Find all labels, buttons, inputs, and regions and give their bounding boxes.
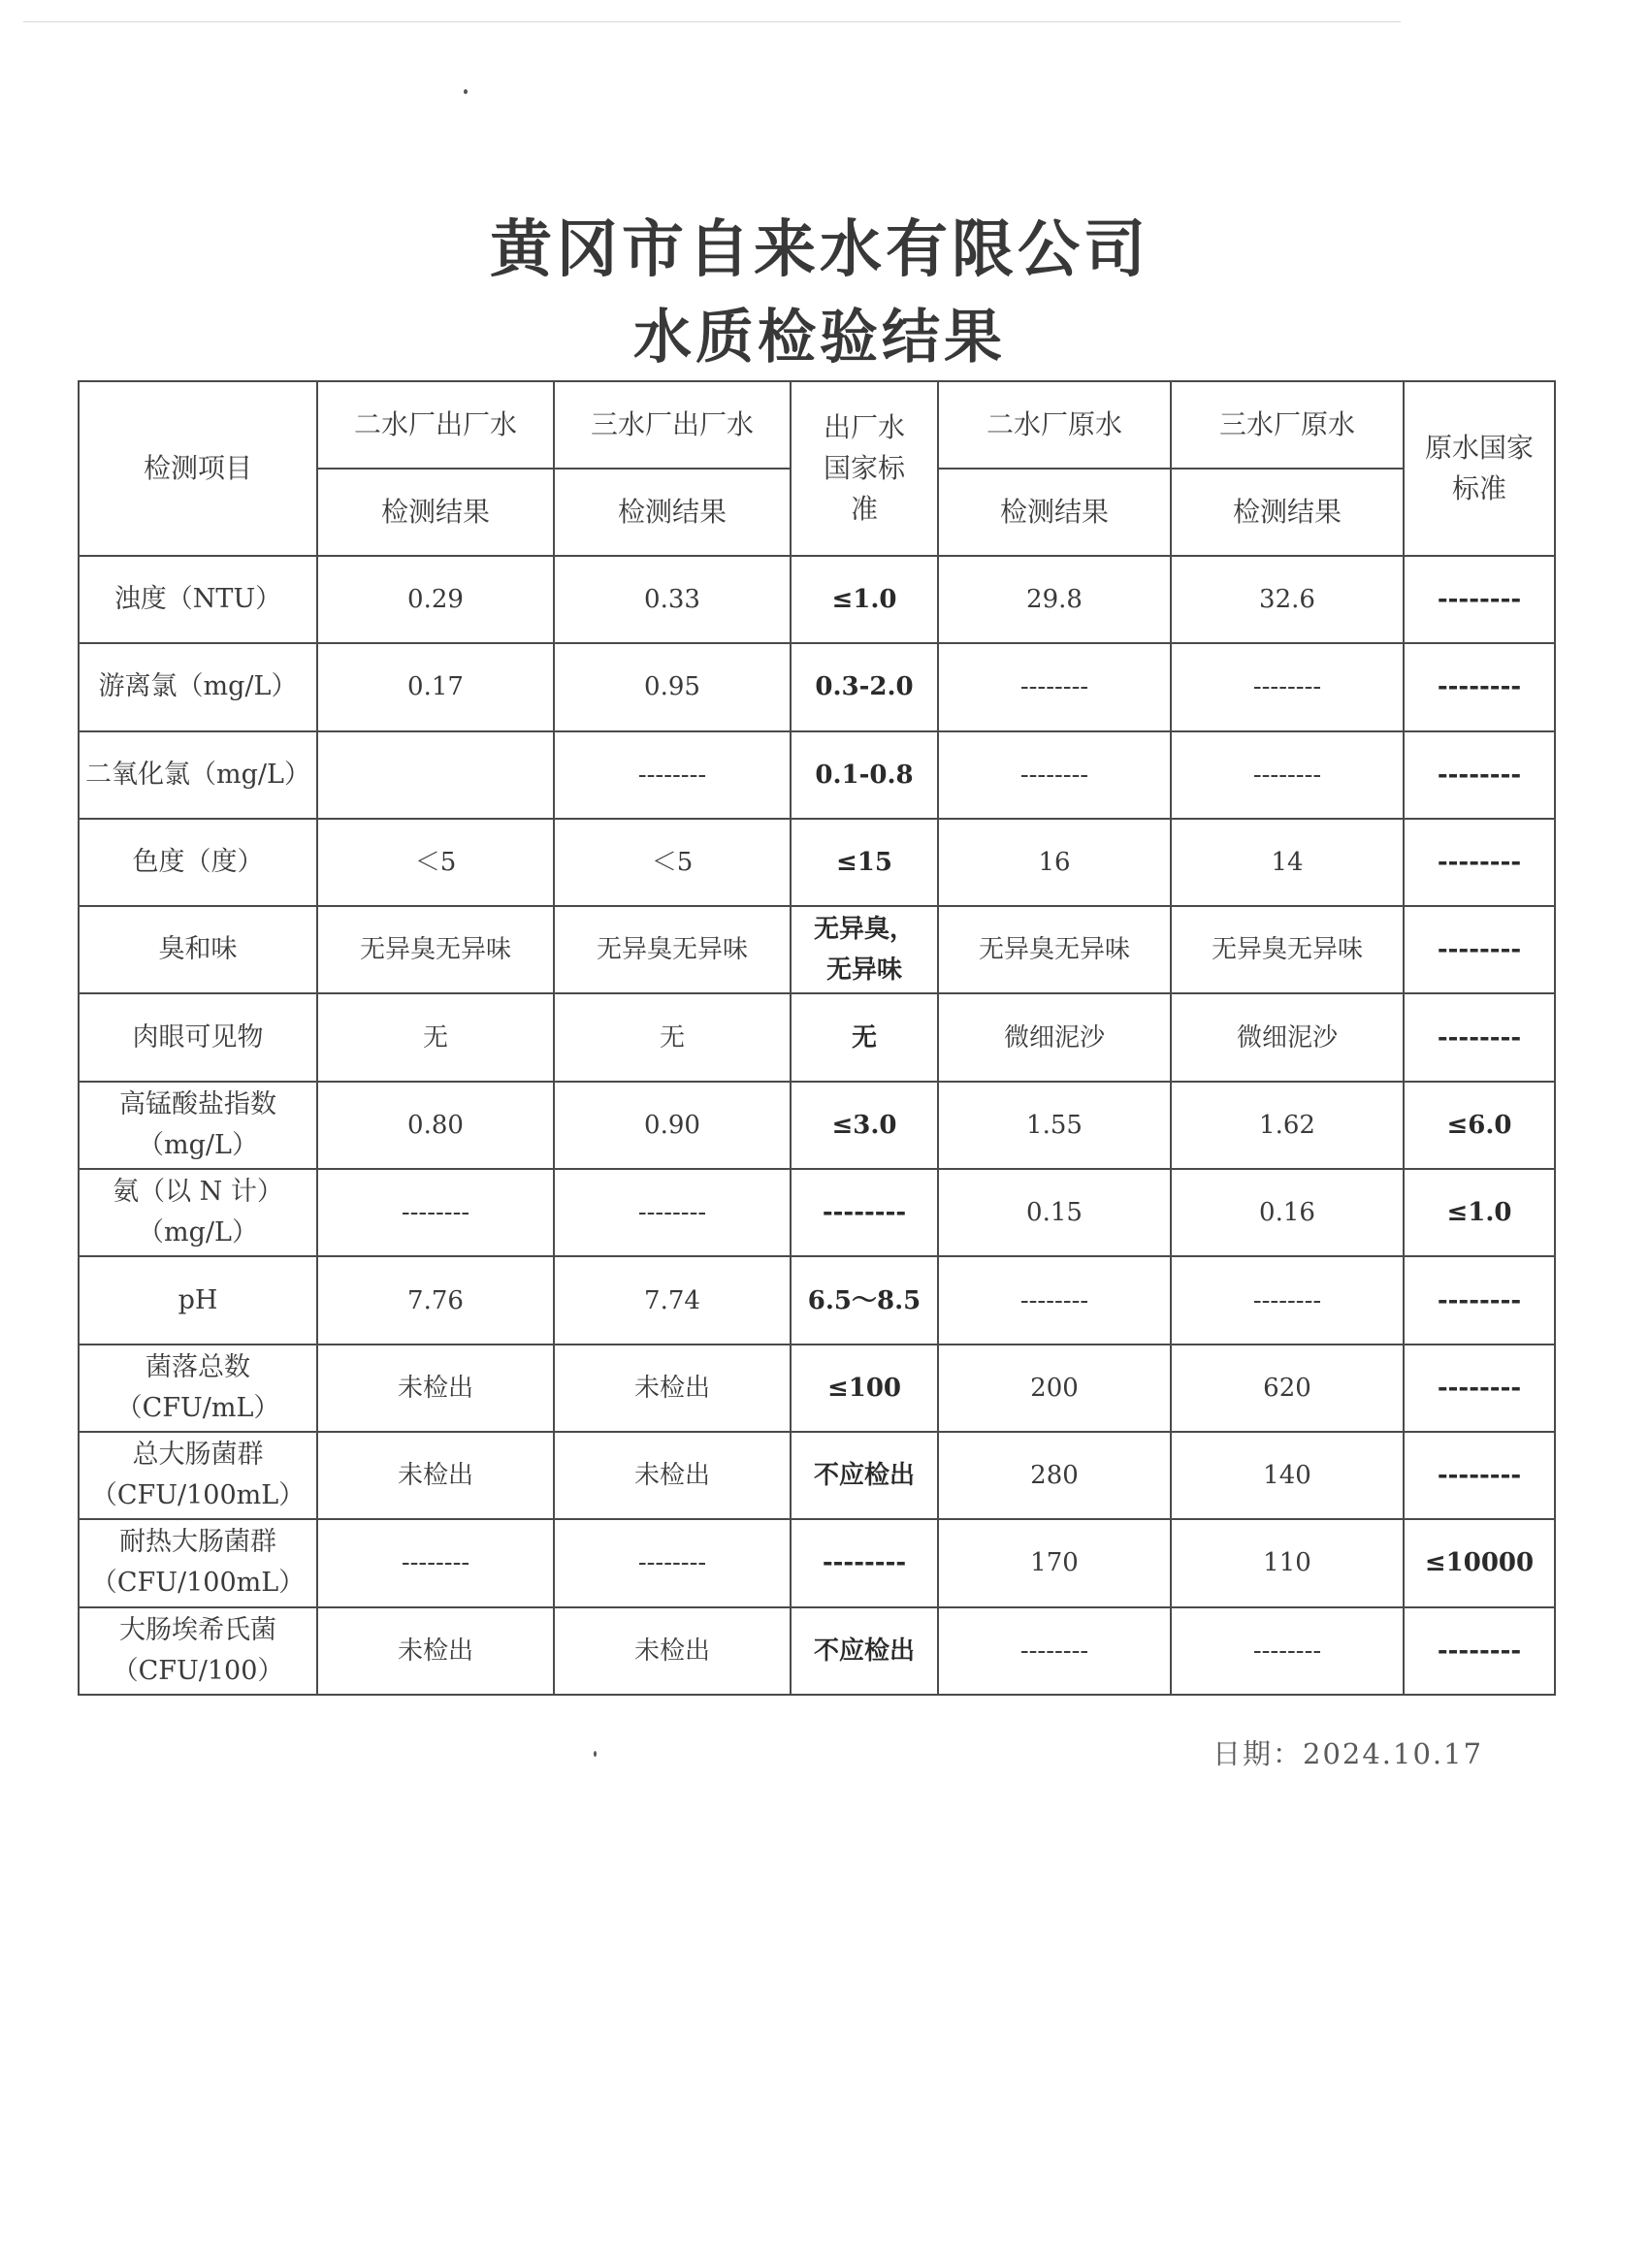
table-body [79, 556, 1555, 1695]
cell-plant2-outlet: 无 [317, 993, 554, 1081]
cell-test-item [79, 1607, 317, 1695]
cell-plant2-outlet: 7.76 [317, 1256, 554, 1344]
cell-test-item [79, 1169, 317, 1256]
cell-test-item-line: 耐热大肠菌群 [119, 1527, 276, 1558]
water-quality-table [78, 380, 1556, 1696]
cell-plant3-outlet: 未检出 [554, 1607, 791, 1695]
cell-test-item [79, 643, 317, 730]
subheader-result: 检测结果 [938, 469, 1171, 556]
cell-raw-standard: -------- [1404, 1345, 1555, 1432]
cell-test-item [79, 1345, 317, 1432]
cell-test-item-line: 氨（以 N 计） [113, 1177, 283, 1208]
cell-plant3-outlet: -------- [554, 1169, 791, 1256]
cell-test-item [79, 819, 317, 906]
cell-raw-standard: -------- [1404, 906, 1555, 993]
cell-test-item-line: 总大肠菌群 [132, 1440, 264, 1471]
cell-plant2-raw: 200 [938, 1345, 1171, 1432]
cell-test-item-line: 浊度（NTU） [113, 584, 282, 615]
cell-plant3-raw: 14 [1171, 819, 1404, 906]
table-row [79, 1345, 1555, 1432]
cell-plant2-raw: 无异臭无异味 [938, 906, 1171, 993]
cell-test-item [79, 1432, 317, 1519]
cell-raw-standard: -------- [1404, 643, 1555, 730]
cell-plant2-raw: -------- [938, 643, 1171, 730]
cell-test-item-line: 菌落总数 [146, 1351, 250, 1382]
cell-outlet-standard-line: 不应检出 [813, 1461, 915, 1491]
cell-test-item-line: 色度（度） [132, 847, 264, 878]
table-row [79, 556, 1555, 643]
cell-test-item [79, 1256, 317, 1344]
cell-raw-standard: ≤10000 [1404, 1519, 1555, 1606]
cell-outlet-standard [791, 1607, 938, 1695]
page-title: 黄冈市自来水有限公司 [490, 214, 1149, 286]
cell-test-item [79, 906, 317, 993]
table-row [79, 1607, 1555, 1695]
cell-outlet-standard [791, 1519, 938, 1606]
cell-plant3-raw: -------- [1171, 1256, 1404, 1344]
cell-outlet-standard [791, 643, 938, 730]
cell-raw-standard: -------- [1404, 993, 1555, 1081]
cell-plant3-outlet: 无 [554, 993, 791, 1081]
cell-raw-standard: -------- [1404, 1607, 1555, 1695]
scan-speck [594, 1751, 597, 1757]
header-item: 检测项目 [79, 381, 317, 556]
cell-plant3-outlet: 未检出 [554, 1345, 791, 1432]
cell-test-item-line: 二氧化氯（mg/L） [85, 759, 310, 790]
cell-plant2-raw: 0.15 [938, 1169, 1171, 1256]
header-row [79, 381, 1555, 469]
header-outlet-standard [791, 381, 938, 556]
cell-plant3-outlet: 0.95 [554, 643, 791, 730]
subheader-result: 检测结果 [1171, 469, 1404, 556]
table-row [79, 731, 1555, 819]
page-subtitle: 水质检验结果 [633, 304, 1006, 372]
cell-outlet-standard-line: 0.3-2.0 [815, 672, 914, 702]
cell-test-item-line: （mg/L） [138, 1217, 258, 1248]
header-plant3-outlet: 三水厂出厂水 [554, 381, 791, 469]
table-row [79, 906, 1555, 993]
table-row [79, 1169, 1555, 1256]
cell-plant2-outlet [317, 731, 554, 819]
cell-plant2-raw: 微细泥沙 [938, 993, 1171, 1081]
cell-test-item [79, 731, 317, 819]
cell-plant3-raw: 无异臭无异味 [1171, 906, 1404, 993]
cell-plant2-outlet: -------- [317, 1519, 554, 1606]
cell-raw-standard: -------- [1404, 731, 1555, 819]
table-row [79, 643, 1555, 730]
cell-plant3-raw: -------- [1171, 643, 1404, 730]
cell-outlet-standard [791, 1169, 938, 1256]
cell-plant2-raw: -------- [938, 731, 1171, 819]
cell-plant2-raw: -------- [938, 1256, 1171, 1344]
cell-outlet-standard-line: -------- [822, 1548, 907, 1578]
cell-outlet-standard-line: ≤3.0 [831, 1110, 897, 1140]
cell-outlet-standard-line: -------- [822, 1198, 907, 1228]
cell-plant2-raw: 170 [938, 1519, 1171, 1606]
cell-test-item [79, 556, 317, 643]
cell-outlet-standard-line: 0.1-0.8 [815, 760, 914, 790]
cell-plant2-outlet: ＜5 [317, 819, 554, 906]
cell-test-item-line: pH [178, 1284, 218, 1315]
cell-raw-standard: -------- [1404, 1256, 1555, 1344]
header-plant3-raw: 三水厂原水 [1171, 381, 1404, 469]
cell-plant2-raw: 29.8 [938, 556, 1171, 643]
cell-plant2-outlet: 0.80 [317, 1082, 554, 1169]
table-row [79, 993, 1555, 1081]
cell-raw-standard: -------- [1404, 1432, 1555, 1519]
cell-test-item [79, 1082, 317, 1169]
cell-outlet-standard [791, 556, 938, 643]
header-raw-standard-text: 原水国家标准 [1425, 432, 1535, 504]
cell-plant3-raw: -------- [1171, 731, 1404, 819]
cell-outlet-standard [791, 731, 938, 819]
subheader-result: 检测结果 [554, 469, 791, 556]
document-header [0, 206, 1639, 380]
header-plant2-outlet: 二水厂出厂水 [317, 381, 554, 469]
cell-raw-standard: -------- [1404, 556, 1555, 643]
cell-test-item-line: （CFU/100mL） [90, 1480, 306, 1511]
header-plant2-raw: 二水厂原水 [938, 381, 1171, 469]
cell-test-item-line: （mg/L） [138, 1129, 258, 1160]
cell-outlet-standard [791, 1082, 938, 1169]
cell-plant2-raw: 16 [938, 819, 1171, 906]
cell-outlet-standard [791, 819, 938, 906]
table-row [79, 819, 1555, 906]
header-raw-standard [1404, 381, 1555, 556]
cell-outlet-standard-line: ≤15 [836, 848, 892, 878]
cell-plant2-outlet: 0.17 [317, 643, 554, 730]
scan-top-edge [23, 21, 1401, 22]
cell-plant2-outlet: 0.29 [317, 556, 554, 643]
cell-plant2-outlet: -------- [317, 1169, 554, 1256]
cell-test-item-line: （CFU/mL） [115, 1392, 280, 1423]
cell-outlet-standard-line: 不应检出 [813, 1636, 915, 1666]
cell-plant3-raw: 微细泥沙 [1171, 993, 1404, 1081]
cell-plant2-outlet: 未检出 [317, 1607, 554, 1695]
cell-outlet-standard-line: 无异味 [825, 956, 902, 986]
cell-outlet-standard [791, 1345, 938, 1432]
cell-plant3-raw: -------- [1171, 1607, 1404, 1695]
cell-plant3-outlet: 0.90 [554, 1082, 791, 1169]
cell-outlet-standard-line: 6.5～8.5 [807, 1285, 922, 1315]
cell-plant3-outlet: -------- [554, 1519, 791, 1606]
cell-plant3-raw: 110 [1171, 1519, 1404, 1606]
cell-plant2-outlet: 无异臭无异味 [317, 906, 554, 993]
scan-speck [464, 89, 468, 94]
cell-plant3-outlet: 无异臭无异味 [554, 906, 791, 993]
cell-outlet-standard [791, 1432, 938, 1519]
cell-plant2-raw: 1.55 [938, 1082, 1171, 1169]
cell-test-item-line: （CFU/100mL） [90, 1568, 306, 1599]
cell-plant3-outlet: 未检出 [554, 1432, 791, 1519]
cell-outlet-standard-line: ≤1.0 [831, 585, 897, 615]
cell-outlet-standard-line: ≤100 [826, 1373, 902, 1403]
cell-outlet-standard-line: 无异臭， [813, 915, 915, 945]
table-row [79, 1256, 1555, 1344]
cell-outlet-standard-line: 无 [851, 1022, 877, 1053]
cell-raw-standard: -------- [1404, 819, 1555, 906]
cell-plant2-outlet: 未检出 [317, 1345, 554, 1432]
cell-plant3-raw: 32.6 [1171, 556, 1404, 643]
header-outlet-standard-text: 出厂水国家标准 [823, 411, 905, 525]
report-date: 日期：2024.10.17 [1212, 1737, 1484, 1770]
cell-plant3-outlet: 7.74 [554, 1256, 791, 1344]
cell-plant3-outlet: ＜5 [554, 819, 791, 906]
table-row [79, 1519, 1555, 1606]
cell-test-item [79, 993, 317, 1081]
cell-outlet-standard [791, 906, 938, 993]
cell-test-item-line: 肉眼可见物 [132, 1021, 264, 1053]
cell-raw-standard: ≤6.0 [1404, 1082, 1555, 1169]
cell-test-item-line: 游离氯（mg/L） [98, 671, 298, 702]
cell-test-item-line: （CFU/100） [112, 1655, 284, 1686]
cell-raw-standard: ≤1.0 [1404, 1169, 1555, 1256]
table-row [79, 1432, 1555, 1519]
cell-plant3-raw: 1.62 [1171, 1082, 1404, 1169]
cell-test-item-line: 高锰酸盐指数 [119, 1088, 276, 1119]
cell-plant2-raw: 280 [938, 1432, 1171, 1519]
cell-plant3-raw: 620 [1171, 1345, 1404, 1432]
cell-outlet-standard [791, 993, 938, 1081]
subheader-result: 检测结果 [317, 469, 554, 556]
cell-plant2-raw: -------- [938, 1607, 1171, 1695]
cell-test-item-line: 臭和味 [158, 934, 238, 965]
cell-plant3-raw: 140 [1171, 1432, 1404, 1519]
cell-plant3-outlet: -------- [554, 731, 791, 819]
cell-test-item [79, 1519, 317, 1606]
cell-test-item-line: 大肠埃希氏菌 [119, 1614, 276, 1645]
cell-plant3-raw: 0.16 [1171, 1169, 1404, 1256]
cell-outlet-standard [791, 1256, 938, 1344]
cell-plant2-outlet: 未检出 [317, 1432, 554, 1519]
cell-plant3-outlet: 0.33 [554, 556, 791, 643]
table-row [79, 1082, 1555, 1169]
